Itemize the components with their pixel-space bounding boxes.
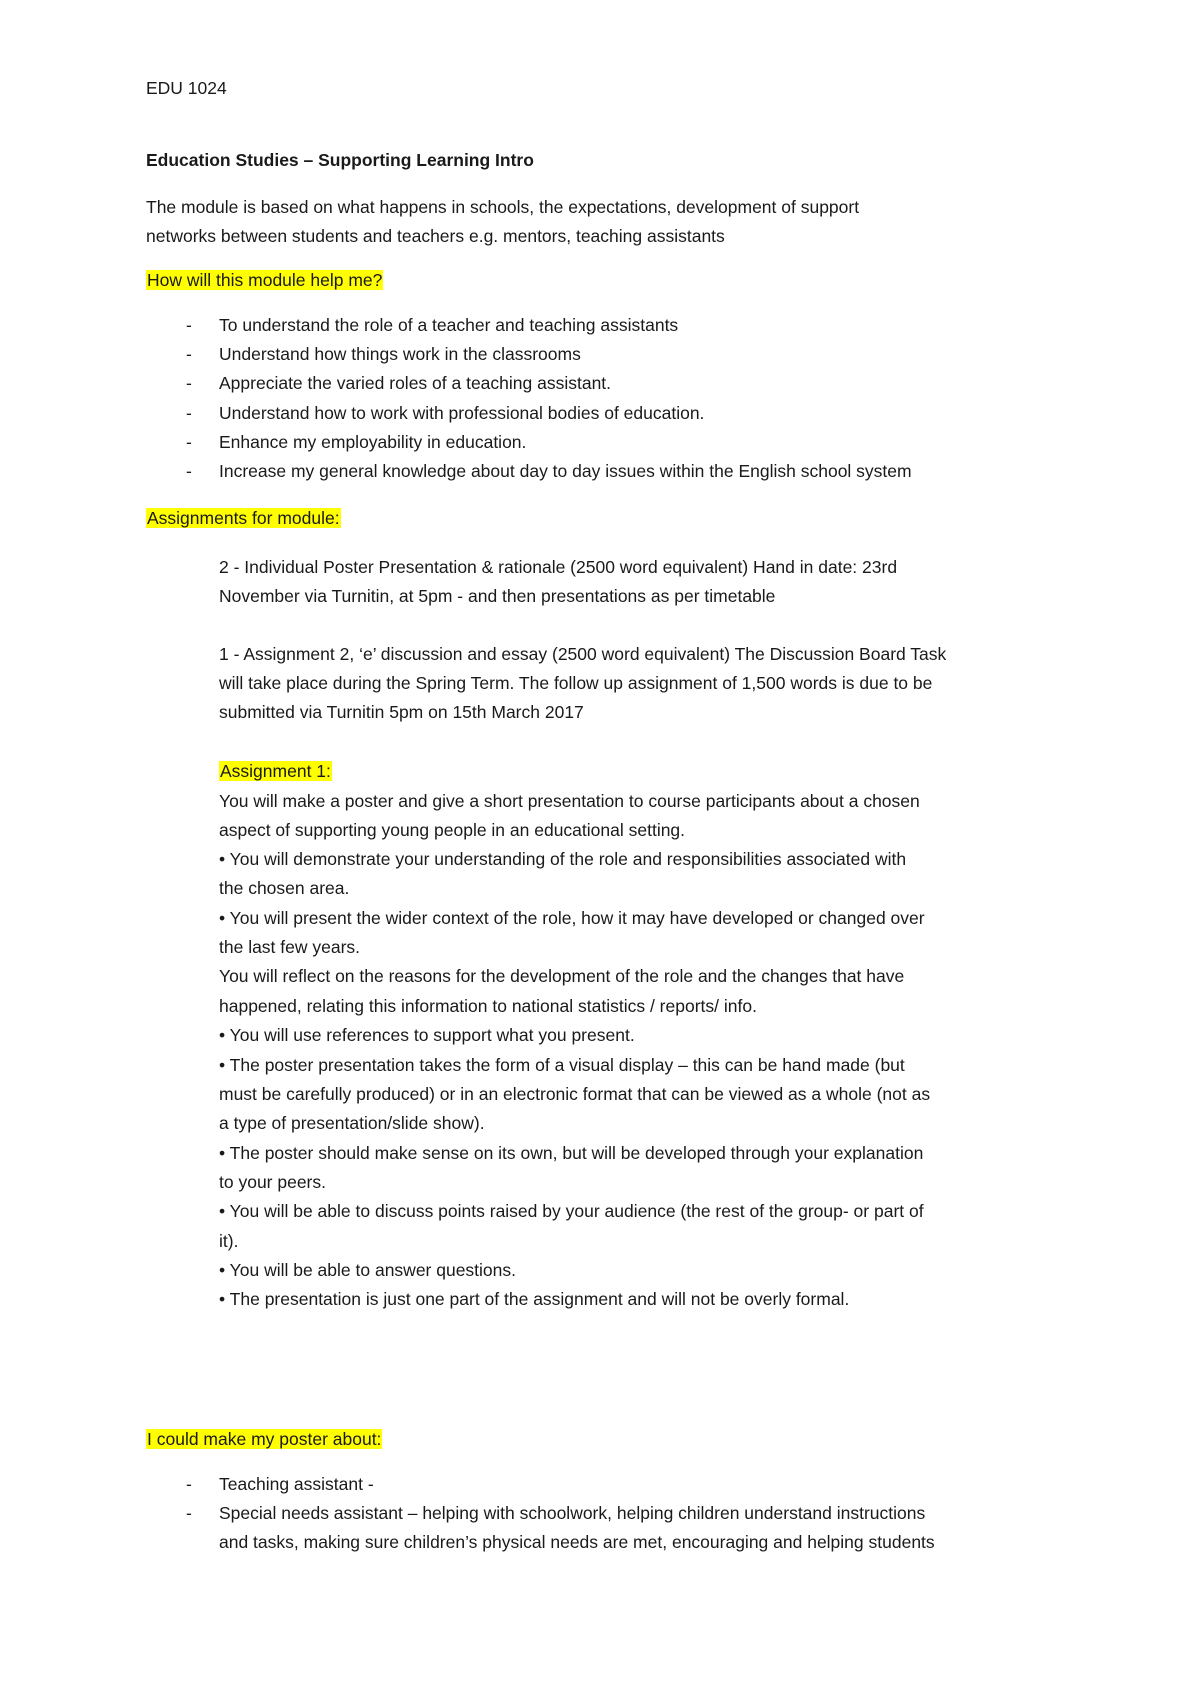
body-line: it). bbox=[219, 1231, 239, 1251]
body-line: to your peers. bbox=[219, 1172, 326, 1192]
assignment-2-line: November via Turnitin, at 5pm - and then presentations as per timetable bbox=[219, 586, 776, 606]
assignment-1-line: submitted via Turnitin 5pm on 15th March 2017 bbox=[219, 702, 584, 722]
body-line: • You will be able to answer questions. bbox=[219, 1260, 517, 1280]
body-line: aspect of supporting young people in an educational setting. bbox=[219, 820, 686, 840]
list-dash: - bbox=[186, 1474, 192, 1494]
assignments-heading bbox=[146, 506, 341, 530]
body-line: the last few years. bbox=[219, 937, 361, 957]
body-line: • You will present the wider context of the role, how it may have developed or changed over bbox=[219, 908, 925, 928]
body-line: You will make a poster and give a short presentation to course participants about a chosen bbox=[219, 791, 920, 811]
body-line: • You will use references to support what you present. bbox=[219, 1025, 635, 1045]
list-dash: - bbox=[186, 432, 192, 452]
body-line: • You will demonstrate your understanding of the role and responsibilities associated with bbox=[219, 849, 907, 869]
body-line: • The poster should make sense on its own, but will be developed through your explanation bbox=[219, 1143, 924, 1163]
list-item: Understand how to work with professional bodies of education. bbox=[219, 403, 705, 423]
body-line: a type of presentation/slide show). bbox=[219, 1113, 485, 1133]
highlighted-heading: Assignments for module: bbox=[147, 508, 340, 528]
assignment-1-line: 1 - Assignment 2, ‘e’ discussion and essay (2500 word equivalent) The Discussion Board Task bbox=[219, 644, 947, 664]
highlighted-heading: How will this module help me? bbox=[147, 270, 383, 290]
help-heading bbox=[146, 268, 383, 292]
assignment-1-line: will take place during the Spring Term. The follow up assignment of 1,500 words is due to be bbox=[219, 673, 933, 693]
body-line: • The poster presentation takes the form of a visual display – this can be hand made (but bbox=[219, 1055, 905, 1075]
body-line: • You will be able to discuss points raised by your audience (the rest of the group- or part of bbox=[219, 1201, 924, 1221]
intro-line: networks between students and teachers e.g. mentors, teaching assistants bbox=[146, 226, 725, 246]
course-code: EDU 1024 bbox=[146, 78, 227, 98]
assignment-2-line: 2 - Individual Poster Presentation & rationale (2500 word equivalent) Hand in date: 23rd bbox=[219, 557, 898, 577]
body-line: happened, relating this information to national statistics / reports/ info. bbox=[219, 996, 757, 1016]
highlighted-heading: Assignment 1: bbox=[220, 761, 331, 781]
list-item: Teaching assistant - bbox=[219, 1474, 374, 1494]
list-item: Increase my general knowledge about day to day issues within the English school system bbox=[219, 461, 912, 481]
assignment1-heading bbox=[219, 759, 332, 783]
list-dash: - bbox=[186, 403, 192, 423]
list-item: To understand the role of a teacher and teaching assistants bbox=[219, 315, 679, 335]
document-title: Education Studies – Supporting Learning Intro bbox=[146, 150, 534, 170]
body-line: You will reflect on the reasons for the development of the role and the changes that have bbox=[219, 966, 905, 986]
body-line: must be carefully produced) or in an electronic format that can be viewed as a whole (not as bbox=[219, 1084, 931, 1104]
body-line: • The presentation is just one part of the assignment and will not be overly formal. bbox=[219, 1289, 850, 1309]
list-item: Special needs assistant – helping with schoolwork, helping children understand instructions bbox=[219, 1503, 926, 1523]
list-dash: - bbox=[186, 373, 192, 393]
list-item: Understand how things work in the classrooms bbox=[219, 344, 581, 364]
list-dash: - bbox=[186, 1503, 192, 1523]
highlighted-heading: I could make my poster about: bbox=[147, 1429, 382, 1449]
list-item: Appreciate the varied roles of a teaching assistant. bbox=[219, 373, 612, 393]
list-dash: - bbox=[186, 461, 192, 481]
list-dash: - bbox=[186, 344, 192, 364]
list-item: Enhance my employability in education. bbox=[219, 432, 527, 452]
body-line: the chosen area. bbox=[219, 878, 350, 898]
list-dash: - bbox=[186, 315, 192, 335]
intro-line: The module is based on what happens in schools, the expectations, development of support bbox=[146, 197, 860, 217]
poster-heading bbox=[146, 1427, 382, 1451]
list-item: and tasks, making sure children’s physical needs are met, encouraging and helping students bbox=[219, 1532, 935, 1552]
